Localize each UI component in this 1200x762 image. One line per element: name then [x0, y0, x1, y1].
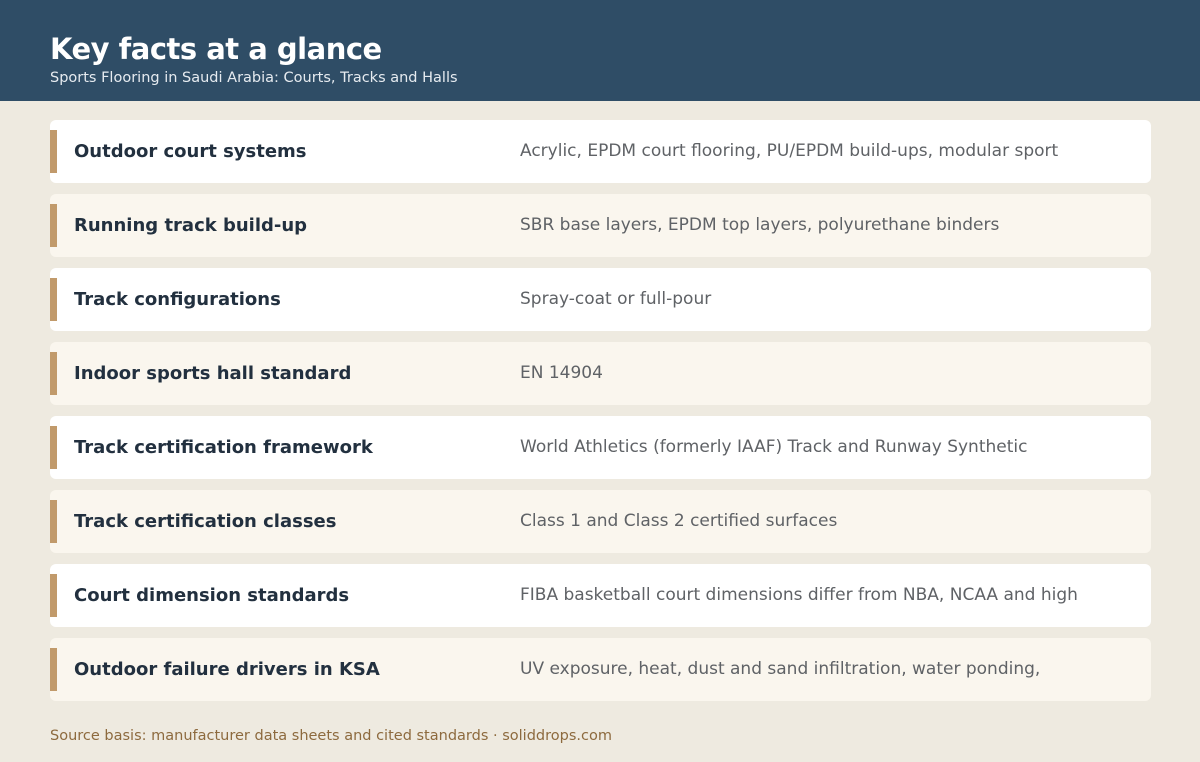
row-accent-bar: [50, 648, 57, 691]
fact-value: World Athletics (formerly IAAF) Track and Runway Synthetic: [520, 437, 1028, 457]
row-accent-bar: [50, 574, 57, 617]
row-accent-bar: [50, 204, 57, 247]
fact-label: Track certification framework: [74, 437, 373, 458]
fact-value: Acrylic, EPDM court flooring, PU/EPDM build-ups, modular sport: [520, 141, 1059, 161]
row-accent-bar: [50, 352, 57, 395]
fact-label: Running track build-up: [74, 215, 308, 236]
fact-row: [50, 342, 1151, 405]
fact-row: [50, 638, 1151, 701]
fact-label: Indoor sports hall standard: [74, 363, 352, 384]
fact-row: [50, 120, 1151, 183]
source-footer: Source basis: manufacturer data sheets and cited standards · soliddrops.com: [50, 728, 612, 744]
facts-list: [50, 120, 1151, 712]
row-accent-bar: [50, 130, 57, 173]
fact-value: UV exposure, heat, dust and sand infiltration, water ponding,: [520, 659, 1041, 679]
fact-label: Court dimension standards: [74, 585, 350, 606]
fact-row: [50, 416, 1151, 479]
fact-label: Outdoor failure drivers in KSA: [74, 659, 380, 680]
page-title: Key facts at a glance: [50, 32, 382, 66]
fact-value: SBR base layers, EPDM top layers, polyurethane binders: [520, 215, 1000, 235]
fact-value: Spray-coat or full-pour: [520, 289, 712, 309]
fact-row: [50, 490, 1151, 553]
fact-label: Track configurations: [74, 289, 281, 310]
fact-value: EN 14904: [520, 363, 603, 383]
fact-row: [50, 564, 1151, 627]
row-accent-bar: [50, 500, 57, 543]
fact-row: [50, 194, 1151, 257]
fact-value: Class 1 and Class 2 certified surfaces: [520, 511, 838, 531]
page-subtitle: Sports Flooring in Saudi Arabia: Courts, Tracks and Halls: [50, 70, 458, 86]
header-banner: [0, 0, 1200, 101]
fact-label: Track certification classes: [74, 511, 337, 532]
fact-label: Outdoor court systems: [74, 141, 307, 162]
fact-value: FIBA basketball court dimensions differ from NBA, NCAA and high: [520, 585, 1078, 605]
row-accent-bar: [50, 426, 57, 469]
row-accent-bar: [50, 278, 57, 321]
fact-row: [50, 268, 1151, 331]
